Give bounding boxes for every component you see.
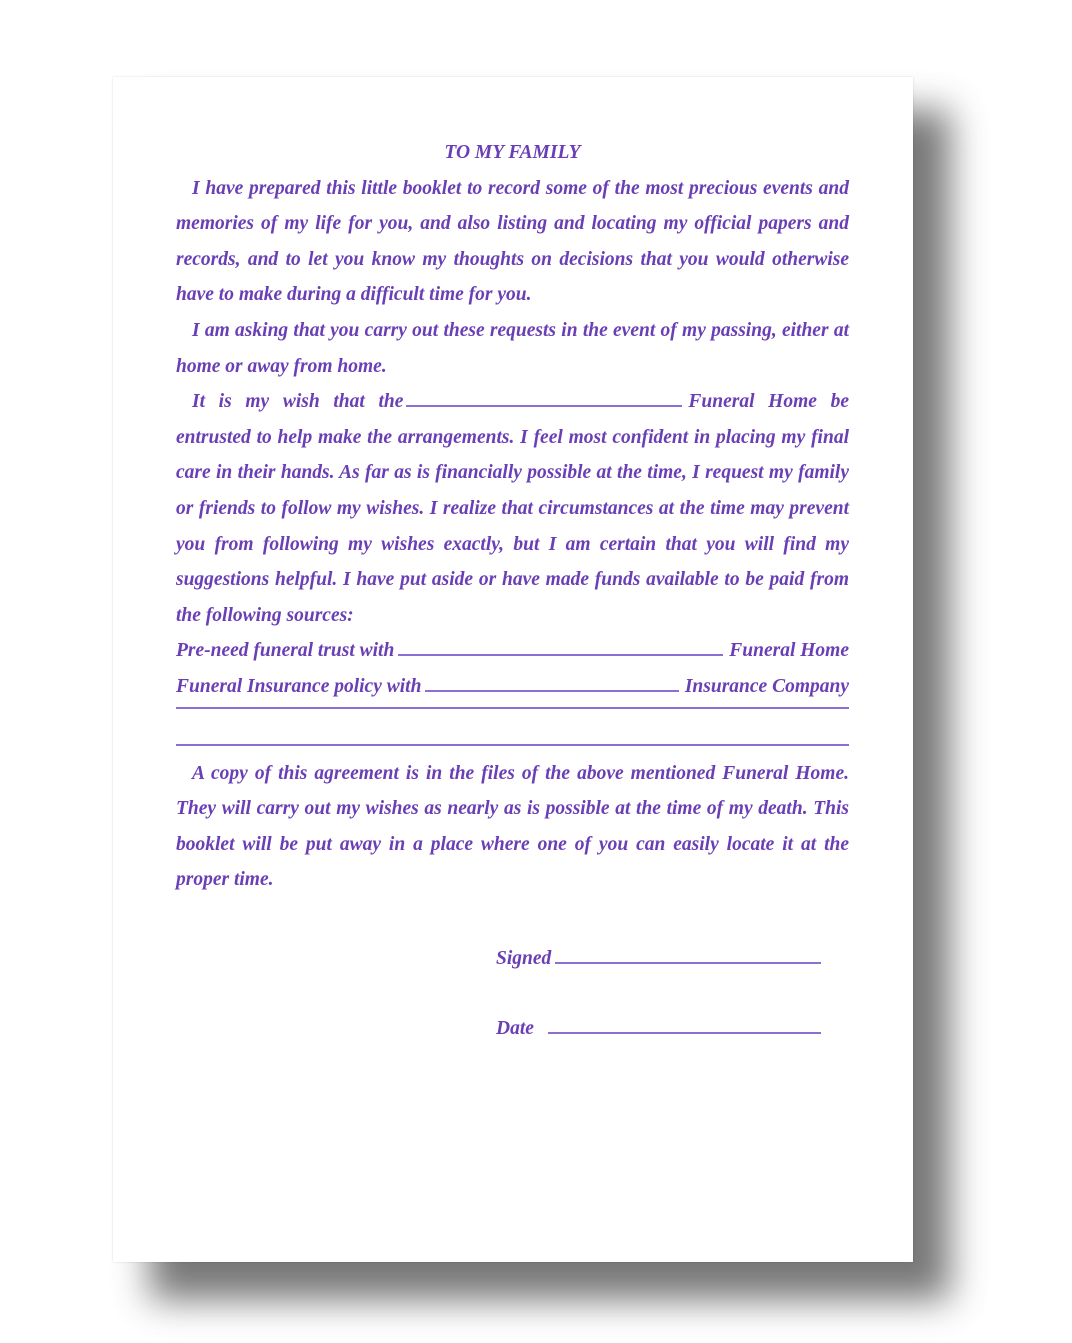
date-line: [496, 1011, 821, 1047]
preneed-blank[interactable]: [398, 640, 723, 656]
date-blank[interactable]: [548, 1018, 821, 1034]
signed-label: Signed: [496, 947, 552, 969]
insurance-suffix: Insurance Company: [684, 675, 849, 697]
date-label: Date: [496, 1018, 534, 1040]
preneed-trust-line: [176, 633, 849, 669]
signature-block: [496, 941, 821, 1047]
additional-source-line-1[interactable]: [176, 707, 849, 709]
preneed-label: Pre-need funeral trust with: [176, 640, 395, 662]
wish-paragraph: [176, 384, 849, 633]
preneed-suffix: Funeral Home: [729, 640, 849, 662]
request-paragraph: I am asking that you carry out these requests in the event of my passing, either at home or away from home.: [176, 319, 849, 377]
wish-paragraph-start: It is my wish that the: [192, 391, 404, 413]
insurance-blank[interactable]: [425, 676, 678, 692]
signed-blank[interactable]: [555, 948, 821, 964]
agreement-paragraph: A copy of this agreement is in the files of the above mentioned Funeral Home. They will carry out my wishes as nearly as is possible at the time of my death. This booklet will be put away in a place where one of you can easily locate it at the proper time.: [176, 762, 849, 891]
wish-paragraph-rest: Funeral Home be entrusted to help make the arrangements. I feel most confident in placing my final care in their hands. As far as is financially possible at the time, I request my family or friends to follow my wishes. I realize that circumstances at the time may prevent you from following my wishes exactly, but I am certain that you will find my suggestions helpful. I have put aside or have made funds available to be paid from the following sources:: [176, 391, 849, 626]
additional-source-line-2[interactable]: [176, 744, 849, 746]
funeral-home-blank[interactable]: [406, 389, 682, 407]
page-title: TO MY FAMILY: [444, 142, 581, 163]
insurance-policy-line: [176, 669, 849, 705]
insurance-label: Funeral Insurance policy with: [176, 675, 422, 697]
booklet-page: [113, 77, 913, 1262]
intro-paragraph: I have prepared this little booklet to record some of the most precious events and memories of my life for you, and also listing and locating my official papers and records, and to let you know my thoughts on decisions that you would otherwise have to make during a difficult time for you.: [176, 177, 849, 306]
form-content: [176, 135, 849, 1047]
signed-line: [496, 941, 821, 977]
